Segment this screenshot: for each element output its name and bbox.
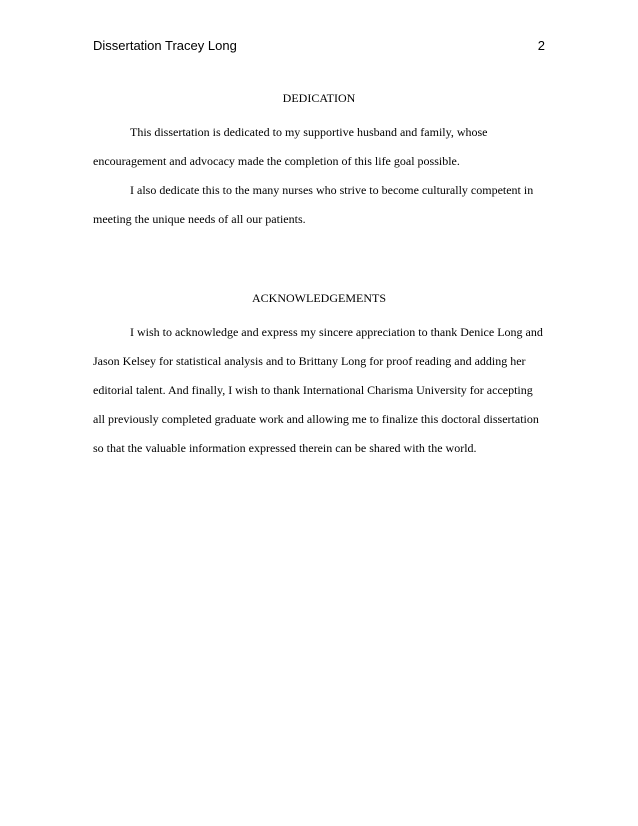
- dedication-section: [93, 89, 545, 234]
- acknowledgements-section: [93, 289, 545, 463]
- acknowledgements-heading: ACKNOWLEDGEMENTS: [252, 291, 386, 305]
- dedication-heading: DEDICATION: [282, 91, 356, 105]
- acknowledgements-paragraph: I wish to acknowledge and express my sincere appreciation to thank Denice Long and Jason Kelsey for statistical analysis and to Brittany Long for proof reading and adding her editorial talent. And finally, I wish to thank International Charisma University for accepting all previously completed graduate work and allowing me to finalize this doctoral dissertation so that the valuable information expressed therein can be shared with the world.: [93, 325, 543, 455]
- running-title: Dissertation Tracey Long: [93, 38, 237, 53]
- page-number: 2: [537, 38, 545, 53]
- dedication-paragraph: I also dedicate this to the many nurses who strive to become culturally competent in meeting the unique needs of all our patients.: [93, 183, 534, 226]
- dedication-paragraph: This dissertation is dedicated to my supportive husband and family, whose encouragement and advocacy made the completion of this life goal possible.: [93, 125, 488, 168]
